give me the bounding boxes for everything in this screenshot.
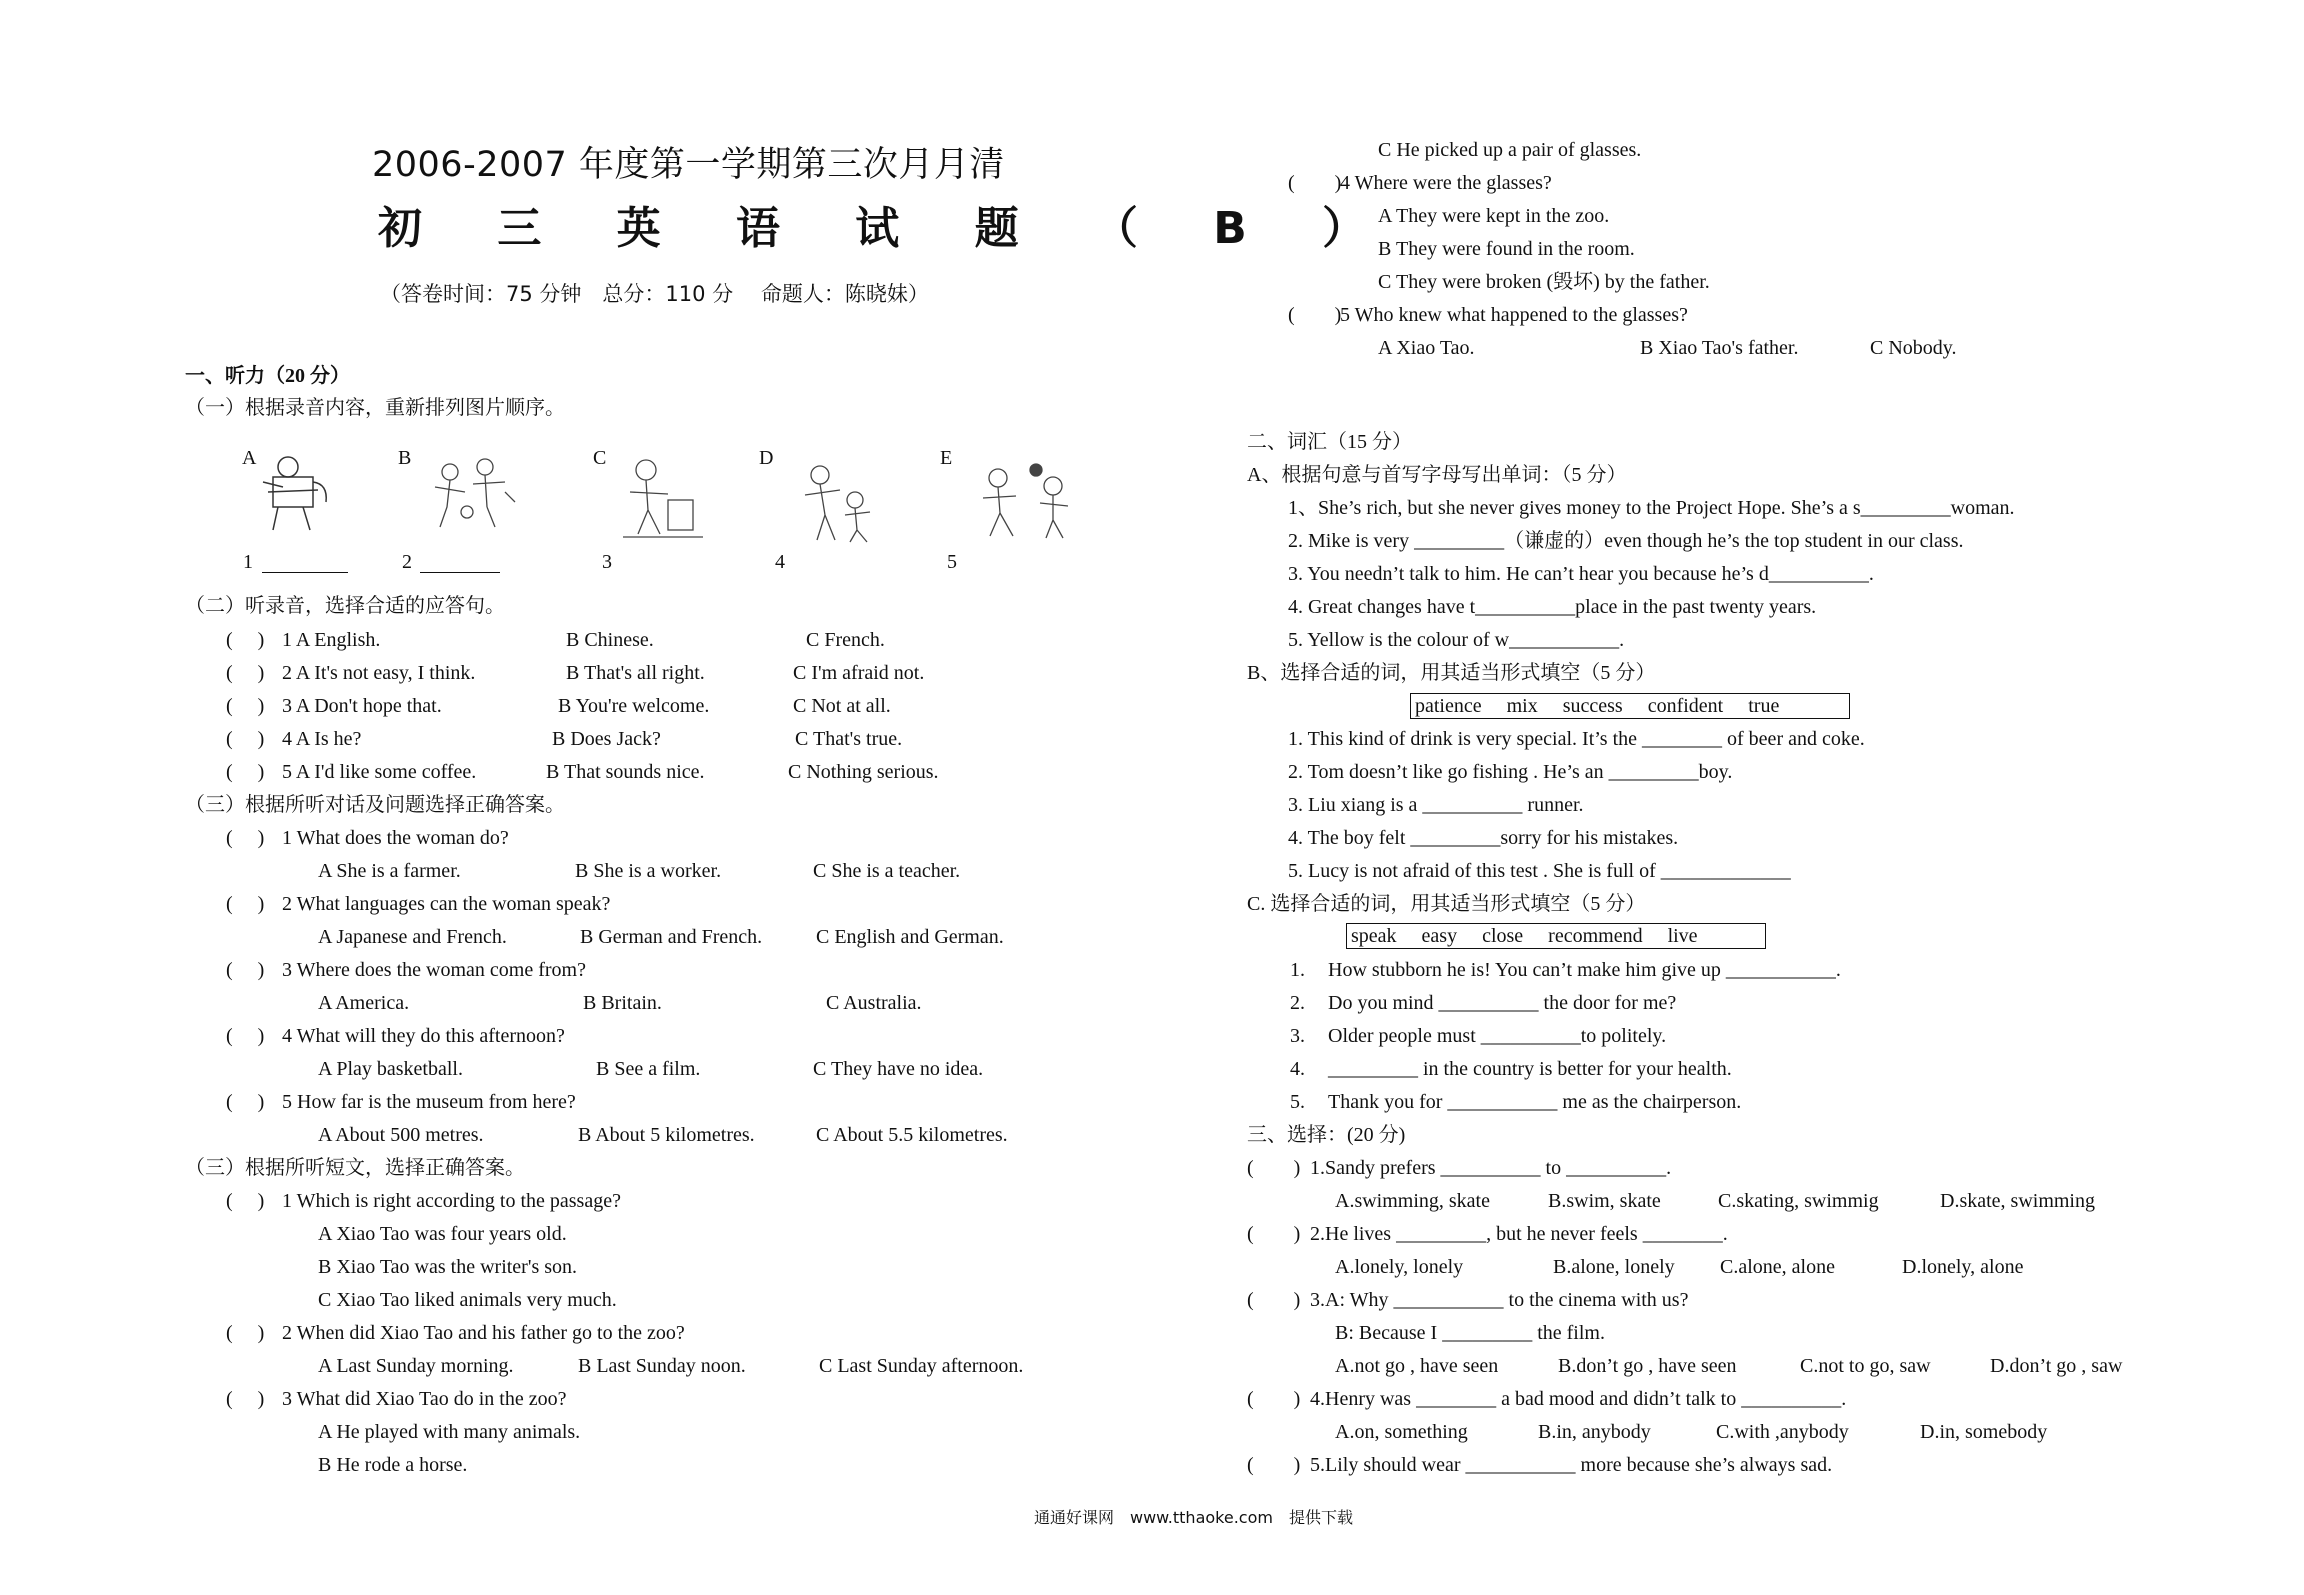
picture-c-illustration — [618, 452, 708, 542]
question-text: 2 What languages can the woman speak? — [282, 893, 611, 915]
option-c: C Nothing serious. — [788, 761, 939, 783]
option-a: A They were kept in the zoo. — [1378, 205, 1610, 227]
section-choice-title: 三、选择：(20 分) — [1247, 1124, 1406, 1146]
question-text: 2 When did Xiao Tao and his father go to the zoo? — [282, 1322, 685, 1344]
vocab-part-c-title: C. 选择合适的词，用其适当形式填空（5 分） — [1247, 893, 1646, 915]
part2-title: （二）听录音，选择合适的应答句。 — [185, 595, 505, 617]
picture-b-illustration — [425, 452, 520, 532]
vocab-b-item-2[interactable]: 2. Tom doesn’t like go fishing . He’s an _________boy. — [1288, 761, 1733, 783]
option-a: A Play basketball. — [318, 1058, 463, 1080]
option-b: B He rode a horse. — [318, 1454, 468, 1476]
question-text: 5 Who knew what happened to the glasses? — [1340, 304, 1688, 326]
answer-paren[interactable]: ( ) — [226, 893, 265, 915]
vocab-c-number: 3. — [1290, 1025, 1305, 1047]
answer-paren[interactable]: ( ) — [226, 1025, 265, 1047]
option-b: B.swim, skate — [1548, 1190, 1661, 1212]
option-b: B You're welcome. — [558, 695, 710, 717]
option-b: B See a film. — [596, 1058, 701, 1080]
word-bank-c: speak easy close recommend live — [1346, 923, 1766, 949]
answer-paren[interactable]: ( ) — [226, 662, 265, 684]
vocab-part-b-title: B、选择合适的词，用其适当形式填空（5 分） — [1247, 662, 1656, 684]
pic-number-2: 2 — [402, 551, 412, 573]
option-c: C They have no idea. — [813, 1058, 984, 1080]
picture-d-illustration — [795, 460, 885, 545]
question-text: 1 What does the woman do? — [282, 827, 509, 849]
vocab-a-item-5[interactable]: 5. Yellow is the colour of w___________. — [1288, 629, 1625, 651]
page-footer: 通通好课网 www.tthaoke.com 提供下载 — [1034, 1508, 1353, 1527]
pic-label-b: B — [398, 447, 412, 469]
vocab-b-item-4[interactable]: 4. The boy felt _________sorry for his mistakes. — [1288, 827, 1679, 849]
pic-label-a: A — [242, 447, 257, 469]
answer-paren[interactable]: ( ) — [226, 1388, 265, 1410]
option-b: B Chinese. — [566, 629, 654, 651]
pic-number-1: 1 — [243, 551, 253, 573]
pic-number-3: 3 — [602, 551, 612, 573]
option-c: C French. — [806, 629, 885, 651]
option-c: C About 5.5 kilometres. — [816, 1124, 1008, 1146]
exam-title: 2006-2007 年度第一学期第三次月月清 — [372, 145, 1005, 185]
option-c: C.skating, swimmig — [1718, 1190, 1879, 1212]
option-c: C.not to go, saw — [1800, 1355, 1931, 1377]
option-b: B She is a worker. — [575, 860, 722, 882]
vocab-c-number: 5. — [1290, 1091, 1305, 1113]
answer-paren[interactable]: ( ) — [1247, 1454, 1301, 1476]
option-b: B About 5 kilometres. — [578, 1124, 755, 1146]
part1-title: （一）根据录音内容，重新排列图片顺序。 — [185, 397, 565, 419]
option-c: C They were broken (毁坏) by the father. — [1378, 271, 1710, 293]
option-a: A Last Sunday morning. — [318, 1355, 514, 1377]
answer-paren[interactable]: ( ) — [1247, 1289, 1301, 1311]
answer-paren[interactable]: ( ) — [1247, 1388, 1301, 1410]
question-text: 5 A I'd like some coffee. — [282, 761, 477, 783]
answer-paren[interactable]: ( ) — [1288, 304, 1342, 326]
option-a: A He played with many animals. — [318, 1421, 581, 1443]
vocab-c-item-5[interactable]: Thank you for ___________ me as the chairperson. — [1328, 1091, 1742, 1113]
vocab-c-number: 1. — [1290, 959, 1305, 981]
option-d: D.lonely, alone — [1902, 1256, 2024, 1278]
question-text: 3.A: Why ___________ to the cinema with us? — [1310, 1289, 1689, 1311]
option-a: A About 500 metres. — [318, 1124, 484, 1146]
vocab-c-item-4[interactable]: _________ in the country is better for your health. — [1328, 1058, 1732, 1080]
pic-label-c: C — [593, 447, 607, 469]
vocab-a-item-2[interactable]: 2. Mike is very _________（谦虚的）even though he’s the top student in our class. — [1288, 530, 1964, 552]
option-c: C I'm afraid not. — [793, 662, 925, 684]
answer-paren[interactable]: ( ) — [226, 827, 265, 849]
answer-paren[interactable]: ( ) — [226, 959, 265, 981]
vocab-a-item-1[interactable]: 1、She’s rich, but she never gives money to the Project Hope. She’s a s_________woman. — [1288, 497, 2015, 519]
question-text: 4 Where were the glasses? — [1340, 172, 1552, 194]
pic-label-e: E — [940, 447, 953, 469]
option-c: C Australia. — [826, 992, 922, 1014]
vocab-part-a-title: A、根据句意与首写字母写出单词：（5 分） — [1247, 464, 1627, 486]
option-a: A America. — [318, 992, 410, 1014]
option-b: B That's all right. — [566, 662, 705, 684]
question-text: 2 A It's not easy, I think. — [282, 662, 476, 684]
option-b: B.don’t go , have seen — [1558, 1355, 1737, 1377]
option-c: C He picked up a pair of glasses. — [1378, 139, 1642, 161]
section-vocabulary-title: 二、词汇（15 分） — [1247, 431, 1412, 453]
option-b: B Britain. — [583, 992, 662, 1014]
question-text: 3 A Don't hope that. — [282, 695, 442, 717]
vocab-c-item-3[interactable]: Older people must __________to politely. — [1328, 1025, 1667, 1047]
question-text: 1.Sandy prefers __________ to __________. — [1310, 1157, 1672, 1179]
section-listening-title: 一、听力（20 分） — [185, 365, 350, 387]
option-a: A Japanese and French. — [318, 926, 507, 948]
part3-title: （三）根据所听对话及问题选择正确答案。 — [185, 794, 565, 816]
option-b: B Last Sunday noon. — [578, 1355, 746, 1377]
option-b: B Xiao Tao's father. — [1640, 337, 1799, 359]
answer-paren[interactable]: ( ) — [226, 629, 265, 651]
answer-paren[interactable]: ( ) — [226, 1190, 265, 1212]
question-text: 1 A English. — [282, 629, 381, 651]
option-a: A She is a farmer. — [318, 860, 461, 882]
option-d: D.in, somebody — [1920, 1421, 2048, 1443]
option-b: B Does Jack? — [552, 728, 661, 750]
option-c: C Not at all. — [793, 695, 891, 717]
answer-paren[interactable]: ( ) — [226, 1322, 265, 1344]
option-a: A.on, something — [1335, 1421, 1468, 1443]
answer-paren[interactable]: ( ) — [226, 695, 265, 717]
option-b: B German and French. — [580, 926, 763, 948]
option-a: A.swimming, skate — [1335, 1190, 1490, 1212]
option-c: C Nobody. — [1870, 337, 1957, 359]
pic-number-4: 4 — [775, 551, 785, 573]
answer-paren[interactable]: ( ) — [226, 1091, 265, 1113]
vocab-b-item-3[interactable]: 3. Liu xiang is a __________ runner. — [1288, 794, 1584, 816]
question-text: 1 Which is right according to the passage? — [282, 1190, 621, 1212]
exam-info: （答卷时间：75 分钟 总分：110 分 命题人：陈晓妹） — [380, 282, 929, 306]
question-text: 4.Henry was ________ a bad mood and didn’t talk to __________. — [1310, 1388, 1847, 1410]
question-text: 3 Where does the woman come from? — [282, 959, 586, 981]
vocab-c-item-2[interactable]: Do you mind __________ the door for me? — [1328, 992, 1677, 1014]
option-c: C That's true. — [795, 728, 903, 750]
answer-paren[interactable]: ( ) — [226, 728, 265, 750]
option-c: C English and German. — [816, 926, 1004, 948]
option-b: B Xiao Tao was the writer's son. — [318, 1256, 578, 1278]
question-text: 4 A Is he? — [282, 728, 362, 750]
option-c: C Xiao Tao liked animals very much. — [318, 1289, 617, 1311]
question-text: 5 How far is the museum from here? — [282, 1091, 576, 1113]
question-text: 5.Lily should wear ___________ more because she’s always sad. — [1310, 1454, 1833, 1476]
option-a: A.not go , have seen — [1335, 1355, 1499, 1377]
vocab-c-number: 4. — [1290, 1058, 1305, 1080]
option-d: D.skate, swimming — [1940, 1190, 2095, 1212]
vocab-b-item-1[interactable]: 1. This kind of drink is very special. It’s the ________ of beer and coke. — [1288, 728, 1865, 750]
picture-a-illustration — [258, 452, 338, 532]
option-c: C Last Sunday afternoon. — [819, 1355, 1024, 1377]
option-a: A.lonely, lonely — [1335, 1256, 1464, 1278]
vocab-c-number: 2. — [1290, 992, 1305, 1014]
option-c: C.with ,anybody — [1716, 1421, 1849, 1443]
answer-paren[interactable]: ( ) — [1288, 172, 1342, 194]
answer-paren[interactable]: ( ) — [1247, 1223, 1301, 1245]
option-b: B They were found in the room. — [1378, 238, 1635, 260]
option-b: B That sounds nice. — [546, 761, 705, 783]
exam-subtitle: 初 三 英 语 试 题 （ B ） — [378, 203, 1397, 254]
pic-label-d: D — [759, 447, 774, 469]
vocab-a-item-4[interactable]: 4. Great changes have t__________place in the past twenty years. — [1288, 596, 1817, 618]
option-c: C.alone, alone — [1720, 1256, 1835, 1278]
vocab-a-item-3[interactable]: 3. You needn’t talk to him. He can’t hear you because he’s d__________. — [1288, 563, 1874, 585]
question-text: 2.He lives _________, but he never feels ________. — [1310, 1223, 1728, 1245]
option-b: B.in, anybody — [1538, 1421, 1651, 1443]
picture-e-illustration — [968, 458, 1078, 543]
answer-blank-2[interactable] — [420, 572, 500, 573]
vocab-b-item-5[interactable]: 5. Lucy is not afraid of this test . She is full of _____________ — [1288, 860, 1791, 882]
question-text-line2: B: Because I _________ the film. — [1335, 1322, 1605, 1344]
option-a: A Xiao Tao was four years old. — [318, 1223, 567, 1245]
question-text: 4 What will they do this afternoon? — [282, 1025, 565, 1047]
question-text: 3 What did Xiao Tao do in the zoo? — [282, 1388, 567, 1410]
vocab-c-item-1[interactable]: How stubborn he is! You can’t make him give up ___________. — [1328, 959, 1841, 981]
answer-paren[interactable]: ( ) — [1247, 1157, 1301, 1179]
part4-title: （三）根据所听短文，选择正确答案。 — [185, 1157, 525, 1179]
pic-number-5: 5 — [947, 551, 957, 573]
option-d: D.don’t go , saw — [1990, 1355, 2123, 1377]
option-b: B.alone, lonely — [1553, 1256, 1675, 1278]
option-a: A Xiao Tao. — [1378, 337, 1475, 359]
word-bank-b: patience mix success confident true — [1410, 693, 1850, 719]
option-c: C She is a teacher. — [813, 860, 961, 882]
answer-paren[interactable]: ( ) — [226, 761, 265, 783]
answer-blank-1[interactable] — [262, 572, 348, 573]
